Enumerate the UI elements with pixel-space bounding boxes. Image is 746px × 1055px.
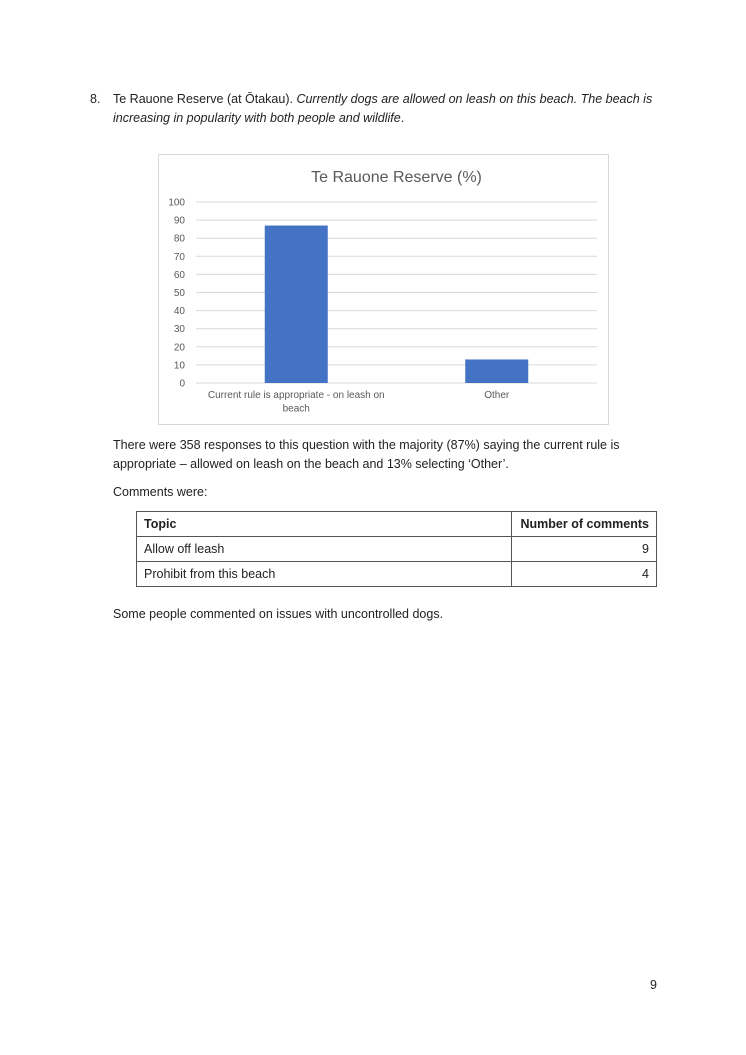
item-period: . [400, 111, 405, 125]
bar [265, 226, 328, 383]
y-tick-label: 30 [173, 324, 185, 336]
closing-paragraph: Some people commented on issues with uncontrolled dogs. [113, 607, 444, 621]
summary-line2: appropriate – allowed on leash on the beach and 13% selecting ‘Other’. [113, 457, 509, 471]
comments-table [136, 511, 657, 587]
chart-svg [159, 155, 610, 426]
y-tick-label: 10 [173, 360, 185, 372]
item-description-line2: increasing in popularity with both people and wildlife [113, 111, 401, 125]
header-topic: Topic [137, 512, 512, 537]
y-tick-label: 50 [173, 288, 185, 299]
y-tick-label: 40 [173, 306, 185, 318]
summary-line1: There were 358 responses to this question with the majority (87%) saying the current rule is [113, 438, 620, 452]
x-tick-label: Current rule is appropriate - on leash on [207, 390, 385, 401]
item-name: Te Rauone Reserve (at Ōtakau). [113, 92, 297, 106]
x-tick-label: beach [282, 403, 310, 415]
chart-title: Te Rauone Reserve (%) [311, 169, 482, 186]
y-tick-label: 80 [173, 233, 185, 245]
header-number-of-comments: Number of comments [512, 512, 657, 537]
item-description-line1: Currently dogs are allowed on leash on this beach. The beach is [296, 92, 653, 106]
table-cell-topic: Prohibit from this beach [137, 562, 512, 587]
summary-paragraph [113, 436, 658, 474]
y-tick-label: 60 [173, 269, 185, 281]
comments-intro: Comments were: [113, 485, 208, 499]
table-header-row [137, 512, 657, 537]
x-tick-label: Other [484, 390, 510, 401]
y-tick-label: 90 [173, 215, 185, 227]
bar [465, 359, 528, 383]
item-number: 8. [90, 92, 101, 106]
page-number: 9 [650, 978, 657, 992]
y-tick-label: 70 [173, 251, 185, 263]
bar-chart [158, 154, 609, 425]
table-cell-count: 9 [512, 537, 657, 562]
table-row [137, 537, 657, 562]
table-cell-topic: Allow off leash [137, 537, 512, 562]
table-row [137, 562, 657, 587]
y-tick-label: 20 [173, 342, 185, 354]
table-cell-count: 4 [512, 562, 657, 587]
y-tick-label: 100 [168, 197, 185, 209]
y-tick-label: 0 [179, 378, 185, 390]
item-heading [113, 90, 673, 128]
